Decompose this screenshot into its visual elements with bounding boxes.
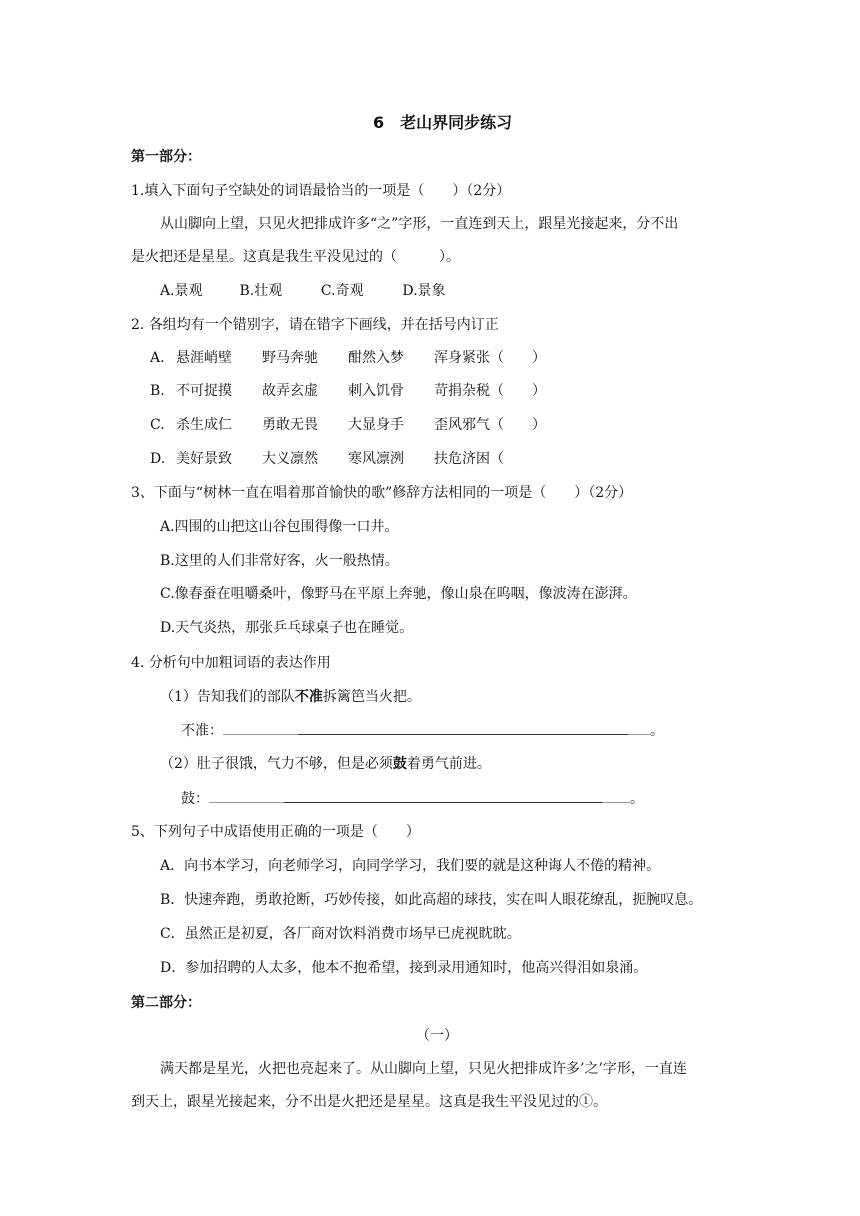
part1-heading: 第一部分：: [131, 149, 201, 165]
q4-s1-bold-word: 不准: [294, 689, 323, 705]
q4-a1-blank-lead[interactable]: [223, 720, 298, 735]
q2-row-label: D.: [150, 451, 166, 467]
q3-option-d[interactable]: D.天气炎热，那张乒乓球桌子也在睡觉。: [160, 620, 414, 636]
q2-word: 扶危济困（: [434, 451, 504, 467]
q4-s1-post: 拆篱笆当火把。: [322, 689, 421, 705]
q1-stem: 1.填入下面句子空缺处的词语最恰当的一项是（ ）（2分）: [131, 183, 511, 199]
q2-word: 勇敢无畏: [262, 417, 318, 433]
q4-answer-1: [181, 720, 664, 741]
q2-word: 野马奔驰: [262, 350, 318, 366]
q4-a2-blank-tail[interactable]: [602, 788, 630, 803]
q1-option-b[interactable]: B.壮观: [239, 283, 283, 299]
part2-passage-line2: 到天上，跟星光接起来，分不出是火把还是星星。这真是我生平没见过的①。: [131, 1094, 607, 1110]
q1-option-c[interactable]: C.奇观: [320, 283, 364, 299]
q4-a2-blank[interactable]: [284, 788, 602, 803]
q2-word: 杀生成仁: [176, 417, 232, 433]
q2-row-c: [150, 415, 546, 435]
q2-word: 不可捉摸: [176, 383, 232, 399]
q4-s1-pre: （1）告知我们的部队: [160, 689, 295, 705]
q4-a2-label: 鼓：: [181, 791, 209, 807]
q2-row-d: [150, 449, 504, 469]
page-title: 6 老山界同步练习: [373, 113, 513, 132]
q2-word: 大义凛然: [262, 451, 318, 467]
part2-heading: 第二部分：: [131, 995, 201, 1011]
q1-options: [160, 281, 446, 301]
q4-s2-bold-word: 鼓: [392, 756, 407, 772]
q2-row-label: A.: [150, 350, 165, 366]
q4-sentence-2: [160, 754, 491, 774]
q2-word: 刺入饥骨: [348, 383, 404, 399]
q2-row-label: B.: [150, 383, 165, 399]
part2-subheading: （一）: [416, 1028, 458, 1044]
q4-stem: 4. 分析句中加粗词语的表达作用: [131, 655, 331, 671]
q1-passage-line1: 从山脚向上望，只见火把排成许多“之”字形，一直连到天上，跟星光接起来，分不出: [160, 216, 679, 232]
q2-word: 美好景致: [176, 451, 232, 467]
q4-sentence-1: [160, 687, 421, 707]
q4-a2-blank-lead[interactable]: [209, 788, 284, 803]
q5-option-d[interactable]: D．参加招聘的人太多，他本不抱希望，接到录用通知时，他高兴得泪如泉涌。: [160, 960, 648, 976]
q4-s2-pre: （2）肚子很饿，气力不够，但是必须: [160, 756, 393, 772]
q2-word: 酣然入梦: [348, 350, 404, 366]
q5-option-a[interactable]: A．向书本学习，向老师学习，向同学学习，我们要的就是这种诲人不倦的精神。: [160, 858, 661, 874]
q2-word: 大显身手: [348, 417, 404, 433]
q2-word: 浑身紧张（ ）: [434, 350, 546, 366]
q3-option-c[interactable]: C.像春蚕在咀嚼桑叶，像野马在平原上奔驰，像山泉在呜咽，像波涛在澎湃。: [160, 586, 637, 602]
q4-a2-end: 。: [630, 791, 644, 807]
q2-word: 故弄玄虚: [262, 383, 318, 399]
q4-a1-end: 。: [650, 723, 664, 739]
q1-option-a[interactable]: A.景观: [160, 283, 203, 299]
q4-a1-label: 不准：: [181, 723, 223, 739]
q2-word: 歪风邪气（ ）: [434, 417, 546, 433]
q2-word: 寒风凛洌: [348, 451, 404, 467]
q2-stem: 2. 各组均有一个错别字，请在错字下画线，并在括号内订正: [131, 317, 499, 333]
q4-a1-blank[interactable]: [298, 720, 628, 735]
q4-s2-post: 着勇气前进。: [406, 756, 491, 772]
q2-row-b: [150, 381, 546, 401]
q2-word: 苛捐杂税（ ）: [434, 383, 546, 399]
q1-option-d[interactable]: D.景象: [402, 283, 446, 299]
q2-row-label: C.: [150, 417, 165, 433]
q5-stem: 5、下列句子中成语使用正确的一项是（ ）: [131, 824, 420, 840]
q5-option-c[interactable]: C．虽然正是初夏，各厂商对饮料消费市场早已虎视眈眈。: [160, 926, 521, 942]
q4-answer-2: [181, 788, 644, 809]
q3-option-b[interactable]: B.这里的人们非常好客，火一般热情。: [160, 553, 399, 569]
q3-option-a[interactable]: A.四围的山把这山谷包围得像一口井。: [160, 519, 399, 535]
q1-passage-line2: 是火把还是星星。这真是我生平没见过的（ ）。: [131, 249, 460, 265]
q4-a1-blank-tail[interactable]: [628, 720, 650, 735]
q5-option-b[interactable]: B．快速奔跑，勇敢抢断，巧妙传接，如此高超的球技，实在叫人眼花缭乱，扼腕叹息。: [160, 892, 703, 908]
q2-row-a: [150, 348, 546, 368]
q2-word: 悬涯峭壁: [176, 350, 232, 366]
part2-passage-line1: 满天都是星光，火把也亮起来了。从山脚向上望，只见火把排成许多’之’字形，一直连: [160, 1061, 687, 1077]
q3-stem: 3、下面与“树林一直在唱着那首愉快的歌”修辞方法相同的一项是（ ）（2分）: [131, 485, 633, 501]
